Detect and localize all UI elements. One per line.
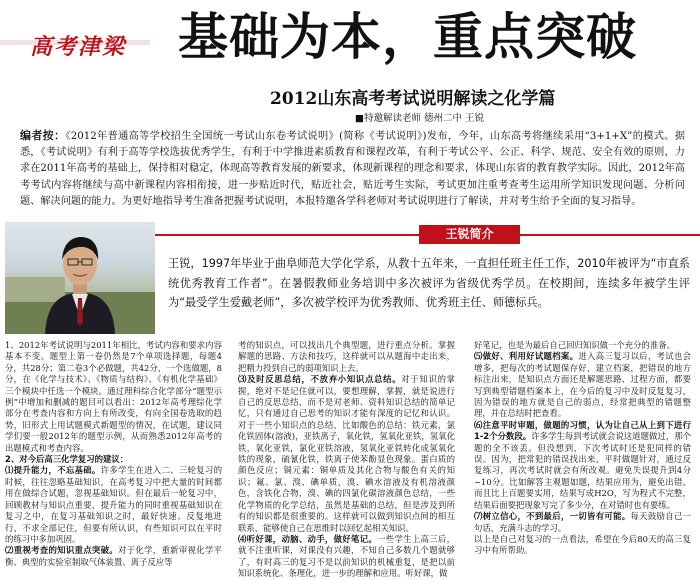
byline: ■特邀解读老师 德州二中 王锐 [355,113,485,124]
paragraph: 考的知识点，可以找出几个典型题，进行重点分析。掌握解题的思路、方法和技巧，这样就可以从题海中走出来，把精力投到自己的弱项知识上去。 [238,340,455,373]
editor-note [20,128,685,210]
subheading: ⑹注意平时审题，做题的习惯，认为让自己从上到下进行1-2个分数段。 [474,419,691,442]
paragraph: 一些学生上高三后，就不注重听课，对课没有兴趣，不知自己多数几个题就够了，有时高三的复习不是以前知识的机械重复，是把以前知识系统化、条理化，进一步的理解和应用。听好课，做 [238,533,456,579]
subheading: ⑴提升能力，不忘基础。 [5,465,101,476]
paragraph: 对于知识的掌握，绝对不是记住就可以，要想理解，掌握，就是说进行自己的反思总结，而不是对老师、资料知识总结的简单记忆，只有通过自己思考的知识才能有深度的记忆和认识。对于一些小知识点的总结，比如酸色的总结：铁元素，氯化铁固体(溶液)，亚铁离子，氧化铁，氢氧化亚铁，氢氧化铁，氧化亚铁，氯化亚铁溶液，氢氧化亚铁转化成氢氧化铁的现象，硫氰化铁，铁离子使苯酚显色现象。蛋白质的颜色反应；铜元素：铜单质及其化合物与酸色有关的知识；氟、氯、溴、碘单质，溴、碘水溶液及有机溶液颜色，含铁化合物，溴、碘的四氯化碳溶液颜色总结，一些化学物质的化学总结，虽然是基础的总结，但是涉及到所有的知识都是很重要的。这样就可以做到知识点间的相互联系，能够使自己在思维时以回忆起相关知识。 [238,374,456,533]
subheading: ⑵重视考查的知识重点突破。 [5,545,119,556]
section-tag-label: 高考津梁 [30,34,127,60]
article-column-3 [474,340,692,556]
paragraph: 好笔记，也是为最后自己回归知识做一个充分的准备。 [474,340,675,350]
paragraph: 对于化学，重新审视化学平衡、典型的实验室制取气体装置、离子反应等 [5,545,223,567]
section-heading: 2、对今后高三化学复习的建议： [5,454,129,465]
paragraph: 许多学生在进入二、三轮复习的时候，往往忽略基础知识，在高考复习中把大量的时间都用在做综合试题，忽视基础知识。但在最后一轮复习中，回顾教材与知识点重要，提升能力的同时重视基础知识在复习之中，在复习基础知识之时，最好快速、反复地进行，不求全部记住，但要有所认识，有些知识可以在平时的练习中多加巩固。 [5,465,223,544]
article-column-2 [238,340,456,579]
section-tag [0,28,150,58]
paragraph: 进入高三复习以后，考试也会增多，把每次的考试题保存好，建立档案，把错误的地方标注出来，是知识点方面还是解题思路、过程方面，都要写到典型错题档案本上，在今后的复习中及时反复复习，因为错误的地方就是自己的弱点，经常把典型的错题整理，并在总结时把查看。 [474,351,691,419]
subheading: ⑸做好、利用好试题档案。 [474,351,579,362]
author-photo [5,222,155,334]
article-column-1 [5,340,223,567]
subheading: ⑶及时反思总结，不放弃小知识点总结。 [238,374,402,385]
headline: 基础为本，重点突破 [178,8,637,66]
editor-note-text: 《2012年普通高等学校招生全国统一考试山东卷考试说明》(简称《考试说明》)发布，今年，山东高考将继续采用“3+1+X”的模式。据悉，《考试说明》有利于高等学校选拔优秀学生，有利于中学推进素质教育和课程改革，有利于考试公平、公正、科学、规范、安全有效的原则，力求在2011年高考的基础上，保持相对稳定，体现高等教育发展的新要求，体现新课程的理念和要求，体现山东省的教育教学实际。因此，2012年高考考试内容将继续与高中新课程内容相衔接，进一步贴近时代，贴近社会，贴近考生实际，考试更加注重考查考生运用所学知识发现问题、分析问题、解决问题的能力。为更好地指导考生准备把握考试说明，本报特邀各学科老师对考试说明进行了解读，并对考生给予全面的复习指导。 [20,131,686,207]
paragraph: 1、2012年考试说明与2011年相比，考试内容和要求内容基本不变。题型上第一卷仍然是7个单项选择题，每题4分，共28分；第二卷3个必做题，共42分，一个选做题，8分，在《化学与技术》、《物质与结构》、《有机化学基础》三个模块中任选一个模块。通过理科综合化学部分“题型示例”中增加和删减的题目可以看出：2012年高考理综化学部分在考查内容和方向上有所改变，有向全国卷选取的趋势，旧形式上用试题模式新题型的情况，在试题，建议同学们要一般2012年的题型示例，从而熟悉2012年高考的出题模式和考查内容。 [5,340,222,453]
subheading: ⑺树立信心，不到最后，一切皆有可能。 [474,511,631,522]
subheading: ⑷听好课，动脑、动手，做好笔记。 [238,533,378,544]
bio-text: 王锐，1997年毕业于曲阜师范大学化学系，从教十五年来，一直担任班主任工作，2010年被评为“市直系统优秀教育工作者”。在暑假教师业务培训中多次被评为省级优秀学员。在校期间，连续多年被学生评为“最受学生爱戴老师”，多次被学校评为优秀教师、优秀班主任、师德标兵。 [168,257,690,309]
paragraph: 每天鼓励自己一句话，充满斗志的学习。 [474,511,691,533]
author-photo-illustration [5,222,155,334]
editor-note-label: 编者按： [20,129,66,142]
paragraph: 许多学生每到考试就会说这道题做过，那个题的全不该丢。但没想到，下次考试时还是犯同样的错误。因为，把常犯的错误找出来，平时做题针对，通过反复练习，再次考试时就会有所改观。避免失误提升到4分~10分。比如解答主观题如题，结果应用为，避免出错。而且比上百题要实用，结果写成H2O，写为程式不完整，结果后面要把现象写完了多少分，在对错时也有要练。 [474,431,692,510]
bio-title: 王锐简介 [419,225,520,244]
subhead: 2012山东高考考试说明解读之化学篇 [270,89,556,109]
paragraph: 以上是自己对复习的一点看法，希望在今后80天的高三复习中有所帮助。 [474,533,691,556]
